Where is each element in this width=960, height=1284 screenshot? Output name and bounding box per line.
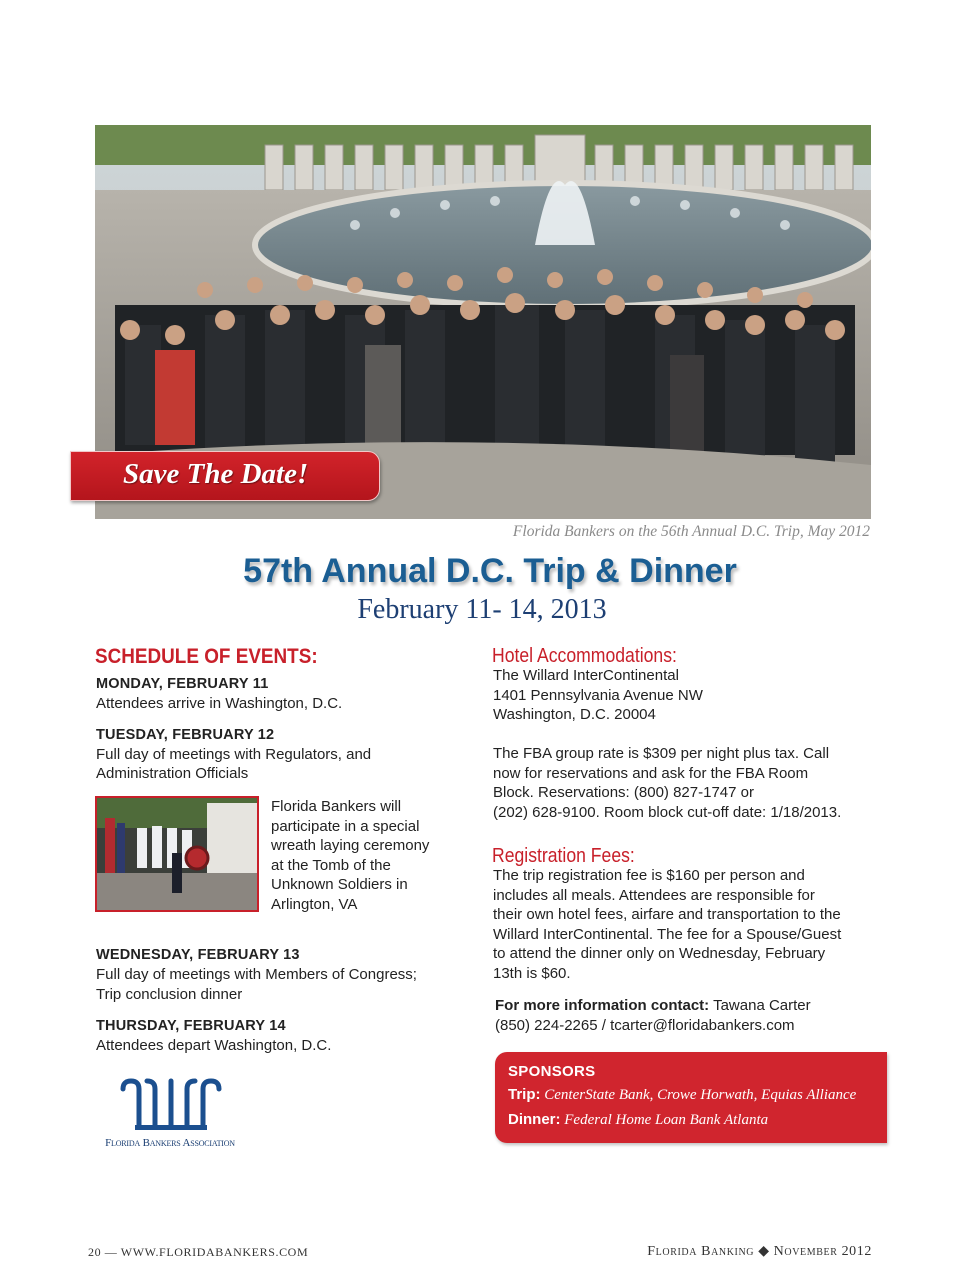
contact-info xyxy=(495,996,811,1035)
wreath-ceremony-photo xyxy=(95,796,259,912)
schedule-text: Full day of meetings with Regulators, and xyxy=(96,746,372,763)
footer-publication: Florida Banking ◆ November 2012 xyxy=(647,1244,872,1259)
hotel-address-line: 1401 Pennsylvania Avenue NW xyxy=(493,686,703,704)
sponsors-dinner-label: Dinner: xyxy=(508,1111,561,1128)
hotel-heading: Hotel Accommodations: xyxy=(492,645,677,667)
save-the-date-banner xyxy=(70,451,380,501)
hotel-address-line: The Willard InterContinental xyxy=(493,667,679,684)
fba-logo-text: Florida Bankers Association xyxy=(105,1137,235,1149)
hotel-rate xyxy=(493,744,883,822)
hotel-rate-line: Block. Reservations: (800) 827-1747 or xyxy=(493,784,754,801)
photo-caption: Florida Bankers on the 56th Annual D.C. Trip, May 2012 xyxy=(512,523,870,540)
wreath-line: wreath laying ceremony xyxy=(271,837,430,854)
schedule-text: Administration Officials xyxy=(96,765,249,782)
wreath-ceremony-text xyxy=(271,797,461,914)
hotel-rate-line: (202) 628-9100. Room block cut-off date: 1/18/2013. xyxy=(493,803,842,821)
wreath-line: Unknown Soldiers in xyxy=(271,876,408,893)
fees-line: includes all meals. Attendees are responsible for xyxy=(493,886,815,904)
fees-line: to attend the dinner only on Wednesday, February xyxy=(493,945,826,962)
fees-line: their own hotel fees, airfare and transportation to the xyxy=(493,906,841,923)
schedule-text: Attendees depart Washington, D.C. xyxy=(96,1037,332,1054)
hotel-address-line: Washington, D.C. 20004 xyxy=(493,706,656,723)
contact-name: Tawana Carter xyxy=(709,997,811,1014)
schedule-day-monday: MONDAY, FEBRUARY 11 xyxy=(96,676,269,692)
sponsors-trip-label: Trip: xyxy=(508,1086,541,1103)
fees-line: Willard InterContinental. The fee for a Spouse/Guest xyxy=(493,925,842,943)
hotel-address xyxy=(493,666,883,725)
hotel-rate-line: now for reservations and ask for the FBA Room xyxy=(493,764,809,782)
event-dates: February 11- 14, 2013 xyxy=(357,594,607,625)
fba-logo-mark xyxy=(95,1075,245,1135)
schedule-heading: SCHEDULE OF EVENTS: xyxy=(95,645,318,668)
fba-logo xyxy=(95,1075,245,1155)
fees-line: The trip registration fee is $160 per person and xyxy=(493,867,805,884)
wreath-line: Florida Bankers will xyxy=(271,798,402,815)
contact-label: For more information contact: xyxy=(495,997,710,1014)
schedule-day-wednesday: WEDNESDAY, FEBRUARY 13 xyxy=(96,947,300,963)
sponsors-trip-value: CenterState Bank, Crowe Horwath, Equias Alliance xyxy=(540,1087,857,1103)
schedule-day-tuesday: TUESDAY, FEBRUARY 12 xyxy=(96,727,275,743)
hotel-rate-line: The FBA group rate is $309 per night plus tax. Call xyxy=(493,745,830,762)
fees-text xyxy=(493,866,883,983)
wreath-line: participate in a special xyxy=(271,817,420,835)
sponsors-trip-row xyxy=(508,1086,856,1104)
page-title: 57th Annual D.C. Trip & Dinner xyxy=(243,552,737,590)
sponsors-box xyxy=(495,1052,887,1143)
wreath-line: Arlington, VA xyxy=(271,895,358,913)
schedule-text: Trip conclusion dinner xyxy=(96,986,243,1003)
sponsors-dinner-row xyxy=(508,1111,768,1129)
schedule-day-thursday: THURSDAY, FEBRUARY 14 xyxy=(96,1018,286,1034)
schedule-text: Attendees arrive in Washington, D.C. xyxy=(96,695,343,712)
footer-page-url: 20 — WWW.FLORIDABANKERS.COM xyxy=(88,1245,309,1259)
fees-heading: Registration Fees: xyxy=(492,845,635,867)
save-the-date-text: Save The Date! xyxy=(123,458,309,490)
wreath-line: at the Tomb of the xyxy=(271,856,391,874)
sponsors-dinner-value: Federal Home Loan Bank Atlanta xyxy=(560,1112,769,1128)
fees-line: 13th is $60. xyxy=(493,964,571,982)
schedule-text: Full day of meetings with Members of Congress; xyxy=(96,966,417,983)
sponsors-heading: SPONSORS xyxy=(508,1063,596,1080)
contact-phone-email: (850) 224-2265 / tcarter@floridabankers.com xyxy=(495,1016,795,1034)
